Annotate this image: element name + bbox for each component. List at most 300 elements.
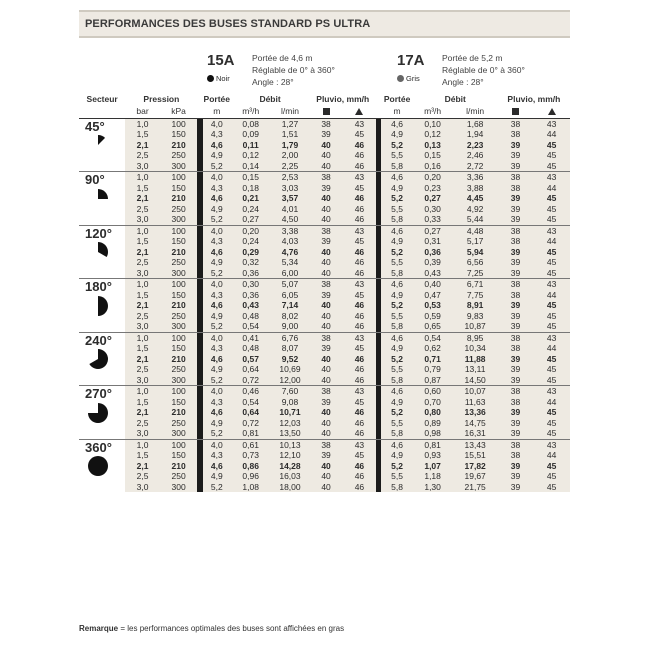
table-cell: 45	[533, 354, 570, 365]
table-cell: 210	[160, 193, 198, 204]
table-cell: 14,28	[271, 461, 310, 472]
table-cell: 45	[533, 300, 570, 311]
table-cell: 43	[343, 118, 376, 129]
table-cell: 2,1	[125, 354, 159, 365]
table-cell: 39	[498, 268, 534, 279]
table-cell: 45	[533, 428, 570, 439]
table-cell: 45	[533, 407, 570, 418]
table-cell: 0,81	[413, 439, 453, 450]
table-cell: 100	[160, 439, 198, 450]
table-cell: 46	[343, 418, 376, 429]
table-cell: 4,9	[381, 236, 412, 247]
table-cell: 0,30	[413, 204, 453, 215]
table-cell: 43	[533, 172, 570, 183]
table-cell: 0,12	[413, 129, 453, 140]
table-row	[79, 332, 570, 343]
table-cell: 0,60	[413, 386, 453, 397]
table-cell: 4,6	[203, 247, 231, 258]
table-row	[79, 311, 570, 322]
table-cell: 39	[309, 129, 342, 140]
table-cell: 39	[498, 471, 534, 482]
table-cell: 12,10	[271, 450, 310, 461]
table-cell: 39	[498, 161, 534, 172]
header-row	[79, 94, 570, 105]
table-cell: 1,0	[125, 118, 159, 129]
table-cell: 0,87	[413, 375, 453, 386]
table-cell: 40	[309, 268, 342, 279]
table-cell: 0,48	[231, 343, 271, 354]
table-cell: 2,5	[125, 204, 159, 215]
table-cell: 38	[309, 332, 342, 343]
sector-270-icon	[87, 402, 109, 424]
table-cell: 43	[343, 172, 376, 183]
table-cell: 39	[498, 247, 534, 258]
table-row	[79, 150, 570, 161]
table-cell: 4,0	[203, 332, 231, 343]
table-cell: 0,10	[413, 118, 453, 129]
unit-row	[79, 105, 570, 119]
table-cell: 40	[309, 311, 342, 322]
table-cell: 39	[498, 150, 534, 161]
sector-45-icon	[87, 134, 109, 156]
table-cell: 0,27	[413, 225, 453, 236]
table-cell: 5,5	[381, 418, 412, 429]
table-cell: 4,3	[203, 290, 231, 301]
table-cell: 39	[498, 482, 534, 493]
table-cell: 4,6	[203, 354, 231, 365]
table-cell: 12,00	[271, 375, 310, 386]
table-cell: 46	[343, 204, 376, 215]
table-row	[79, 193, 570, 204]
table-cell: 45	[533, 461, 570, 472]
unit-m3h: m³/h	[413, 105, 453, 119]
table-cell: 1,0	[125, 332, 159, 343]
table-row	[79, 214, 570, 225]
table-cell: 0,40	[413, 279, 453, 290]
table-cell: 4,45	[453, 193, 498, 204]
table-cell: 4,3	[203, 450, 231, 461]
table-cell: 100	[160, 386, 198, 397]
table-cell: 1,07	[413, 461, 453, 472]
table-cell: 38	[498, 290, 534, 301]
table-cell: 2,1	[125, 300, 159, 311]
table-cell: 0,15	[413, 150, 453, 161]
table-cell: 38	[498, 386, 534, 397]
table-cell: 7,75	[453, 290, 498, 301]
table-cell: 100	[160, 172, 198, 183]
table-cell: 11,63	[453, 397, 498, 408]
table-cell: 6,05	[271, 290, 310, 301]
table-cell: 3,0	[125, 428, 159, 439]
table-cell: 13,36	[453, 407, 498, 418]
table-cell: 5,2	[203, 161, 231, 172]
table-cell: 45	[533, 247, 570, 258]
table-cell: 4,0	[203, 118, 231, 129]
table-cell: 3,0	[125, 161, 159, 172]
table-cell: 0,61	[231, 439, 271, 450]
table-cell: 45	[343, 397, 376, 408]
table-cell: 43	[343, 225, 376, 236]
table-cell: 39	[309, 290, 342, 301]
table-cell: 40	[309, 214, 342, 225]
table-cell: 45	[343, 236, 376, 247]
table-cell: 5,2	[203, 321, 231, 332]
table-cell: 39	[498, 354, 534, 365]
table-cell: 38	[498, 172, 534, 183]
sector-cell	[79, 225, 125, 279]
table-cell: 44	[533, 397, 570, 408]
table-cell: 210	[160, 247, 198, 258]
color-dot-icon	[207, 75, 214, 82]
model-description: Portée de 4,6 m Réglable de 0° à 360° Angle : 28°	[252, 53, 335, 87]
table-cell: 45	[343, 183, 376, 194]
table-cell: 46	[343, 300, 376, 311]
table-cell: 0,80	[413, 407, 453, 418]
table-cell: 4,9	[203, 418, 231, 429]
sector-120-icon	[87, 241, 109, 263]
table-cell: 0,13	[413, 140, 453, 151]
table-cell: 1,27	[271, 118, 310, 129]
table-cell: 46	[343, 461, 376, 472]
table-cell: 4,9	[381, 183, 412, 194]
table-cell: 16,03	[271, 471, 310, 482]
table-cell: 39	[498, 193, 534, 204]
table-cell: 6,71	[453, 279, 498, 290]
table-cell: 38	[498, 439, 534, 450]
table-cell: 40	[309, 375, 342, 386]
table-cell: 6,56	[453, 257, 498, 268]
table-cell: 46	[343, 257, 376, 268]
sector-360-icon	[87, 455, 109, 477]
table-cell: 3,38	[271, 225, 310, 236]
table-cell: 0,30	[231, 279, 271, 290]
table-cell: 46	[343, 214, 376, 225]
table-cell: 1,08	[231, 482, 271, 493]
square-spacing-icon	[309, 105, 342, 119]
table-cell: 0,54	[413, 332, 453, 343]
table-row	[79, 257, 570, 268]
table-cell: 0,33	[413, 214, 453, 225]
table-cell: 0,72	[231, 418, 271, 429]
table-cell: 4,9	[203, 311, 231, 322]
table-cell: 46	[343, 150, 376, 161]
table-cell: 2,46	[453, 150, 498, 161]
header-portee: Portée	[383, 94, 411, 104]
table-cell: 7,60	[271, 386, 310, 397]
table-cell: 38	[309, 439, 342, 450]
table-cell: 38	[498, 118, 534, 129]
table-cell: 3,0	[125, 268, 159, 279]
unit-m: m	[381, 105, 412, 119]
table-cell: 4,6	[203, 300, 231, 311]
table-cell: 0,20	[231, 225, 271, 236]
table-cell: 5,5	[381, 311, 412, 322]
table-cell: 4,76	[271, 247, 310, 258]
table-cell: 1,5	[125, 290, 159, 301]
table-cell: 0,11	[231, 140, 271, 151]
table-cell: 0,86	[231, 461, 271, 472]
unit-lmin: l/min	[271, 105, 310, 119]
table-cell: 0,96	[231, 471, 271, 482]
table-cell: 43	[533, 118, 570, 129]
table-cell: 5,2	[381, 193, 412, 204]
table-cell: 0,54	[231, 321, 271, 332]
table-cell: 40	[309, 150, 342, 161]
table-cell: 39	[498, 311, 534, 322]
table-row	[79, 140, 570, 151]
table-cell: 15,51	[453, 450, 498, 461]
table-cell: 0,24	[231, 236, 271, 247]
table-cell: 5,17	[453, 236, 498, 247]
table-cell: 5,07	[271, 279, 310, 290]
sector-cell	[79, 118, 125, 172]
table-cell: 38	[309, 279, 342, 290]
table-row	[79, 225, 570, 236]
table-cell: 4,92	[453, 204, 498, 215]
sector-label: 45°	[85, 118, 105, 134]
table-cell: 0,09	[231, 129, 271, 140]
table-cell: 43	[343, 279, 376, 290]
sector-label: 180°	[85, 279, 112, 294]
table-cell: 4,3	[203, 183, 231, 194]
table-cell: 10,07	[453, 386, 498, 397]
header-debit: Débit	[259, 94, 281, 104]
table-cell: 0,43	[413, 268, 453, 279]
sector-cell	[79, 332, 125, 386]
table-cell: 0,62	[413, 343, 453, 354]
table-cell: 100	[160, 279, 198, 290]
table-cell: 4,3	[203, 129, 231, 140]
table-cell: 46	[343, 407, 376, 418]
header-pluvio: Pluvio, mm/h	[507, 94, 561, 104]
nozzle-models	[79, 38, 570, 94]
sector-180-icon	[87, 295, 109, 317]
table-cell: 0,47	[413, 290, 453, 301]
table-row	[79, 364, 570, 375]
table-cell: 0,70	[413, 397, 453, 408]
table-row	[79, 321, 570, 332]
table-cell: 4,9	[381, 397, 412, 408]
table-cell: 4,0	[203, 439, 231, 450]
table-cell: 4,9	[381, 450, 412, 461]
table-cell: 5,2	[381, 354, 412, 365]
table-cell: 250	[160, 150, 198, 161]
table-cell: 45	[533, 364, 570, 375]
table-cell: 2,23	[453, 140, 498, 151]
table-cell: 39	[498, 321, 534, 332]
table-row	[79, 236, 570, 247]
sector-label: 240°	[85, 332, 112, 348]
table-cell: 39	[498, 214, 534, 225]
table-cell: 40	[309, 407, 342, 418]
table-cell: 1,5	[125, 343, 159, 354]
table-cell: 0,12	[231, 150, 271, 161]
table-cell: 44	[533, 290, 570, 301]
table-cell: 43	[533, 386, 570, 397]
table-cell: 44	[533, 343, 570, 354]
table-cell: 5,2	[381, 247, 412, 258]
table-cell: 10,34	[453, 343, 498, 354]
table-cell: 150	[160, 397, 198, 408]
table-cell: 0,79	[413, 364, 453, 375]
header-secteur: Secteur	[86, 94, 118, 104]
table-cell: 38	[498, 450, 534, 461]
table-cell: 3,03	[271, 183, 310, 194]
table-cell: 5,2	[381, 461, 412, 472]
table-cell: 46	[343, 471, 376, 482]
table-cell: 39	[498, 428, 534, 439]
table-cell: 5,8	[381, 482, 412, 493]
table-cell: 4,6	[381, 118, 412, 129]
table-cell: 4,3	[203, 397, 231, 408]
table-cell: 4,9	[381, 290, 412, 301]
table-cell: 4,50	[271, 214, 310, 225]
table-cell: 5,8	[381, 428, 412, 439]
table-cell: 38	[309, 118, 342, 129]
table-cell: 250	[160, 418, 198, 429]
table-row	[79, 407, 570, 418]
table-cell: 38	[498, 397, 534, 408]
table-cell: 210	[160, 300, 198, 311]
table-cell: 0,81	[231, 428, 271, 439]
table-cell: 13,50	[271, 428, 310, 439]
table-cell: 43	[533, 225, 570, 236]
table-cell: 40	[309, 257, 342, 268]
table-cell: 45	[533, 161, 570, 172]
table-cell: 38	[498, 332, 534, 343]
table-row	[79, 461, 570, 472]
unit-kpa: kPa	[160, 105, 198, 119]
table-cell: 10,71	[271, 407, 310, 418]
table-cell: 38	[498, 236, 534, 247]
table-cell: 300	[160, 482, 198, 493]
table-cell: 8,07	[271, 343, 310, 354]
table-cell: 1,5	[125, 450, 159, 461]
table-cell: 38	[309, 172, 342, 183]
model-color: Gris	[397, 74, 420, 83]
table-row	[79, 439, 570, 450]
table-cell: 250	[160, 364, 198, 375]
table-cell: 9,83	[453, 311, 498, 322]
table-cell: 45	[533, 311, 570, 322]
table-cell: 1,0	[125, 439, 159, 450]
table-cell: 45	[533, 268, 570, 279]
table-cell: 2,1	[125, 140, 159, 151]
table-cell: 0,27	[413, 193, 453, 204]
table-cell: 4,9	[203, 150, 231, 161]
sector-cell	[79, 386, 125, 440]
table-cell: 4,6	[203, 140, 231, 151]
table-cell: 0,59	[413, 311, 453, 322]
table-row	[79, 450, 570, 461]
table-cell: 0,31	[413, 236, 453, 247]
table-cell: 1,79	[271, 140, 310, 151]
table-cell: 0,16	[413, 161, 453, 172]
table-cell: 4,9	[381, 129, 412, 140]
table-cell: 0,36	[231, 268, 271, 279]
page-title: PERFORMANCES DES BUSES STANDARD PS ULTRA	[79, 10, 570, 38]
table-cell: 0,21	[231, 193, 271, 204]
table-cell: 40	[309, 461, 342, 472]
table-cell: 150	[160, 183, 198, 194]
table-row	[79, 354, 570, 365]
table-cell: 0,08	[231, 118, 271, 129]
table-cell: 40	[309, 247, 342, 258]
table-cell: 4,9	[203, 471, 231, 482]
table-cell: 8,95	[453, 332, 498, 343]
table-cell: 2,53	[271, 172, 310, 183]
table-cell: 43	[533, 279, 570, 290]
table-cell: 150	[160, 343, 198, 354]
table-cell: 39	[309, 397, 342, 408]
table-cell: 1,0	[125, 225, 159, 236]
table-cell: 5,8	[381, 321, 412, 332]
header-debit: Débit	[444, 94, 466, 104]
table-cell: 2,1	[125, 247, 159, 258]
table-cell: 4,9	[203, 364, 231, 375]
table-cell: 39	[309, 236, 342, 247]
table-cell: 4,0	[203, 225, 231, 236]
table-cell: 5,2	[203, 268, 231, 279]
model-code: 17A	[397, 52, 425, 69]
table-cell: 40	[309, 193, 342, 204]
table-cell: 0,54	[231, 397, 271, 408]
header-pluvio: Pluvio, mm/h	[316, 94, 370, 104]
table-cell: 1,0	[125, 386, 159, 397]
table-cell: 0,64	[231, 407, 271, 418]
table-cell: 5,2	[381, 140, 412, 151]
table-cell: 4,6	[381, 172, 412, 183]
table-cell: 0,46	[231, 386, 271, 397]
table-cell: 39	[309, 450, 342, 461]
table-cell: 4,0	[203, 172, 231, 183]
table-cell: 5,2	[203, 428, 231, 439]
color-dot-icon	[397, 75, 404, 82]
table-cell: 5,5	[381, 364, 412, 375]
model-code: 15A	[207, 52, 235, 69]
table-row	[79, 343, 570, 354]
table-cell: 19,67	[453, 471, 498, 482]
header-pression: Pression	[143, 94, 180, 104]
table-cell: 39	[498, 140, 534, 151]
table-cell: 40	[309, 161, 342, 172]
sector-cell	[79, 172, 125, 226]
table-cell: 6,76	[271, 332, 310, 343]
table-row	[79, 397, 570, 408]
table-cell: 38	[498, 183, 534, 194]
table-cell: 44	[533, 450, 570, 461]
table-cell: 7,25	[453, 268, 498, 279]
table-cell: 45	[533, 214, 570, 225]
table-row	[79, 471, 570, 482]
table-cell: 1,18	[413, 471, 453, 482]
table-cell: 100	[160, 118, 198, 129]
table-cell: 10,13	[271, 439, 310, 450]
table-cell: 5,5	[381, 204, 412, 215]
table-cell: 8,02	[271, 311, 310, 322]
table-cell: 4,0	[203, 386, 231, 397]
table-cell: 0,23	[413, 183, 453, 194]
table-cell: 39	[498, 418, 534, 429]
table-cell: 2,1	[125, 193, 159, 204]
table-cell: 5,2	[203, 482, 231, 493]
table-cell: 4,3	[203, 343, 231, 354]
table-cell: 43	[533, 439, 570, 450]
table-cell: 45	[533, 193, 570, 204]
table-cell: 3,36	[453, 172, 498, 183]
table-cell: 0,53	[413, 300, 453, 311]
table-cell: 46	[343, 364, 376, 375]
